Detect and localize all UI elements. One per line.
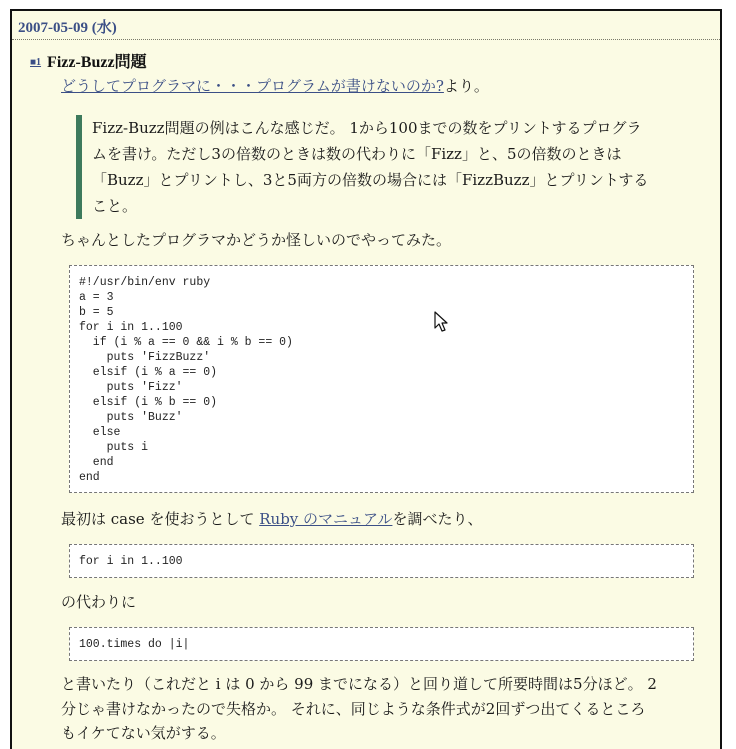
code-line: b = 5 [79,306,114,319]
section-anchor-icon[interactable]: ■1 [30,57,42,68]
code-block-for-loop [69,544,694,578]
code-block-fizzbuzz [69,265,694,493]
intro-paragraph [61,75,489,96]
code-line: 100.times do |i| [79,638,190,651]
paragraph-try: ちゃんとしたプログラマかどうか怪しいのでやってみた。 [61,231,452,249]
quote-line: こと。 [92,197,138,215]
paragraph-case-suffix: を調べたり、 [392,510,483,528]
ruby-manual-link[interactable]: Ruby のマニュアル [259,510,393,528]
code-block-times [69,627,694,661]
diary-entry [10,9,722,749]
conclusion-line: もイケてない気がする。 [61,724,226,742]
mouse-pointer-icon [434,311,448,333]
section-header [30,49,147,72]
code-line: for i in 1..100 [79,321,183,334]
code-line: end [79,456,114,469]
paragraph-conclusion [61,672,701,746]
code-line: elsif (i % a == 0) [79,366,218,379]
code-line: if (i % a == 0 && i % b == 0) [79,336,293,349]
code-line: #!/usr/bin/env ruby [79,276,211,289]
section-title: Fizz-Buzz問題 [47,54,147,71]
code-line: else [79,426,121,439]
code-line: for i in 1..100 [79,555,183,568]
code-line: puts 'Fizz' [79,381,183,394]
quote-line: ムを書け。ただし3の倍数のときは数の代わりに「Fizz」と、5の倍数のときは [92,145,622,163]
paragraph-case-prefix: 最初は case を使おうとして [61,510,260,528]
source-article-link[interactable]: どうしてプログラマに・・・プログラムが書けないのか? [61,77,444,95]
code-line: puts 'Buzz' [79,411,183,424]
blockquote [76,115,666,219]
code-line: puts i [79,441,149,454]
quote-line: Fizz-Buzz問題の例はこんな感じだ。 1から100までの数をプリントするプログラ [92,119,642,137]
conclusion-line: と書いたり（これだと i は 0 から 99 までになる）と回り道して所要時間は5分ほど。 2 [61,675,657,693]
intro-suffix: より。 [443,77,489,95]
code-line: a = 3 [79,291,114,304]
conclusion-line: 分じゃ書けなかったので失格か。 それに、同じような条件式が2回ずつ出てくるところ [61,699,646,718]
paragraph-case [61,508,482,529]
code-line: elsif (i % b == 0) [79,396,218,409]
code-line: end [79,471,100,484]
code-line: puts 'FizzBuzz' [79,351,211,364]
entry-date[interactable]: 2007-05-09 (水) [12,11,720,40]
quote-line: 「Buzz」とプリントし、3と5両方の倍数の場合には「FizzBuzz」とプリントする [92,171,649,189]
paragraph-instead: の代わりに [61,593,137,611]
